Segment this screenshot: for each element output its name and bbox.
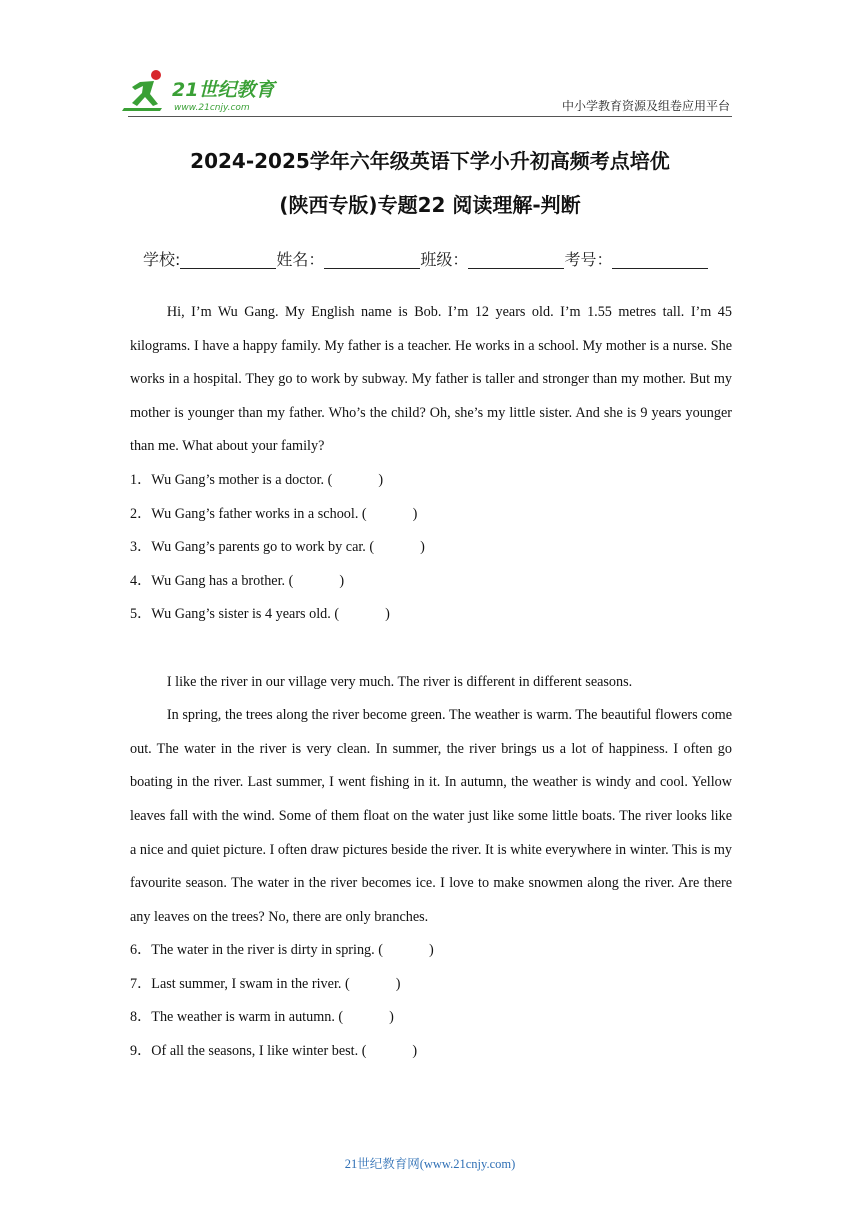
question-text: Wu Gang’s sister is 4 years old. (	[151, 606, 340, 623]
logo-url: www.21cnjy.com	[174, 103, 250, 113]
question-6: 6．The water in the river is dirty in spring. ( )	[130, 942, 434, 959]
question-9: 9．Of all the seasons, I like winter best. ( )	[130, 1043, 418, 1060]
class-field[interactable]	[468, 250, 564, 269]
question-number: 8．	[130, 1009, 152, 1026]
platform-label: 中小学教育资源及组卷应用平台	[561, 99, 730, 113]
section-gap	[130, 632, 732, 666]
logo-text: 21世纪教育	[172, 79, 275, 101]
page-subtitle: (陕西专版)专题22 阅读理解-判断	[279, 193, 581, 217]
name-field[interactable]	[324, 250, 420, 269]
question-text: Wu Gang’s father works in a school. (	[151, 505, 367, 522]
question-2: 2．Wu Gang’s father works in a school. ( )	[130, 505, 418, 522]
question-number: 6．	[130, 942, 152, 959]
class-label: 班级：	[420, 250, 469, 269]
question-text: The water in the river is dirty in spring. (	[151, 942, 383, 959]
question-8: 8．The weather is warm in autumn. ( )	[130, 1009, 394, 1026]
number-label: 考号：	[564, 250, 613, 269]
question-3: 3．Wu Gang’s parents go to work by car. ( )	[130, 539, 425, 556]
question-number: 3．	[130, 539, 152, 556]
name-label: 姓名：	[276, 250, 325, 269]
question-number: 1．	[130, 471, 152, 488]
page-title: 2024-2025学年六年级英语下学小升初高频考点培优	[190, 149, 670, 173]
question-4: 4．Wu Gang has a brother. ( )	[130, 572, 345, 589]
header-divider	[128, 116, 732, 117]
question-number: 7．	[130, 975, 152, 992]
school-label: 学校:	[143, 250, 181, 269]
runner-icon	[122, 70, 162, 111]
number-field[interactable]	[612, 250, 708, 269]
question-text: Wu Gang’s mother is a doctor. (	[151, 471, 333, 488]
question-text: The weather is warm in autumn. (	[151, 1009, 344, 1026]
question-text: Last summer, I swam in the river. (	[151, 975, 350, 992]
page-header	[0, 0, 860, 122]
passage-2-body: In spring, the trees along the river become green. The weather is warm. The beautiful flowers come out. The water in the river is very clean. In summer, the river brings us a lot of happiness. I often go boating in the river. Last summer, I went fishing in it. In autumn, the weather is windy and cool. Yellow leaves fall with the wind. Some of them float on the water just like some little boats. The river looks like a nice and quiet picture. I often draw pictures beside the river. It is white everywhere in winter. This is my favourite season. The water in the river becomes ice. I love to make snowmen along the river. Are there any leaves on the trees? No, there are only branches.	[130, 707, 732, 925]
question-text: Wu Gang has a brother. (	[151, 572, 294, 589]
exam-content	[130, 296, 732, 1069]
question-number: 5．	[130, 606, 152, 623]
question-1: 1．Wu Gang’s mother is a doctor. ( )	[130, 471, 384, 488]
student-info	[143, 247, 708, 270]
question-text: Wu Gang’s parents go to work by car. (	[151, 539, 375, 556]
question-text: Of all the seasons, I like winter best. (	[151, 1043, 367, 1060]
question-number: 2．	[130, 505, 152, 522]
question-7: 7．Last summer, I swam in the river. ( )	[130, 975, 401, 992]
passage-1: Hi, I’m Wu Gang. My English name is Bob. I’m 12 years old. I’m 1.55 metres tall. I’m 45 kilograms. I have a happy family. My father is a teacher. He works in a school. My mother is a nurse. She works in a hospital. They go to work by subway. My father is taller and stronger than my mother. But my mother is younger than my father. Who’s the child? Oh, she’s my little sister. And she is 9 years younger than me. What about your family?	[130, 304, 732, 455]
question-number: 4．	[130, 572, 152, 589]
page-footer[interactable]: 21世纪教育网(www.21cnjy.com)	[344, 1157, 516, 1171]
logo	[122, 68, 292, 116]
question-number: 9．	[130, 1043, 152, 1060]
question-5: 5．Wu Gang’s sister is 4 years old. ( )	[130, 606, 390, 623]
passage-2-intro: I like the river in our village very much. The river is different in different seasons.	[166, 673, 633, 690]
school-field[interactable]	[180, 250, 276, 269]
